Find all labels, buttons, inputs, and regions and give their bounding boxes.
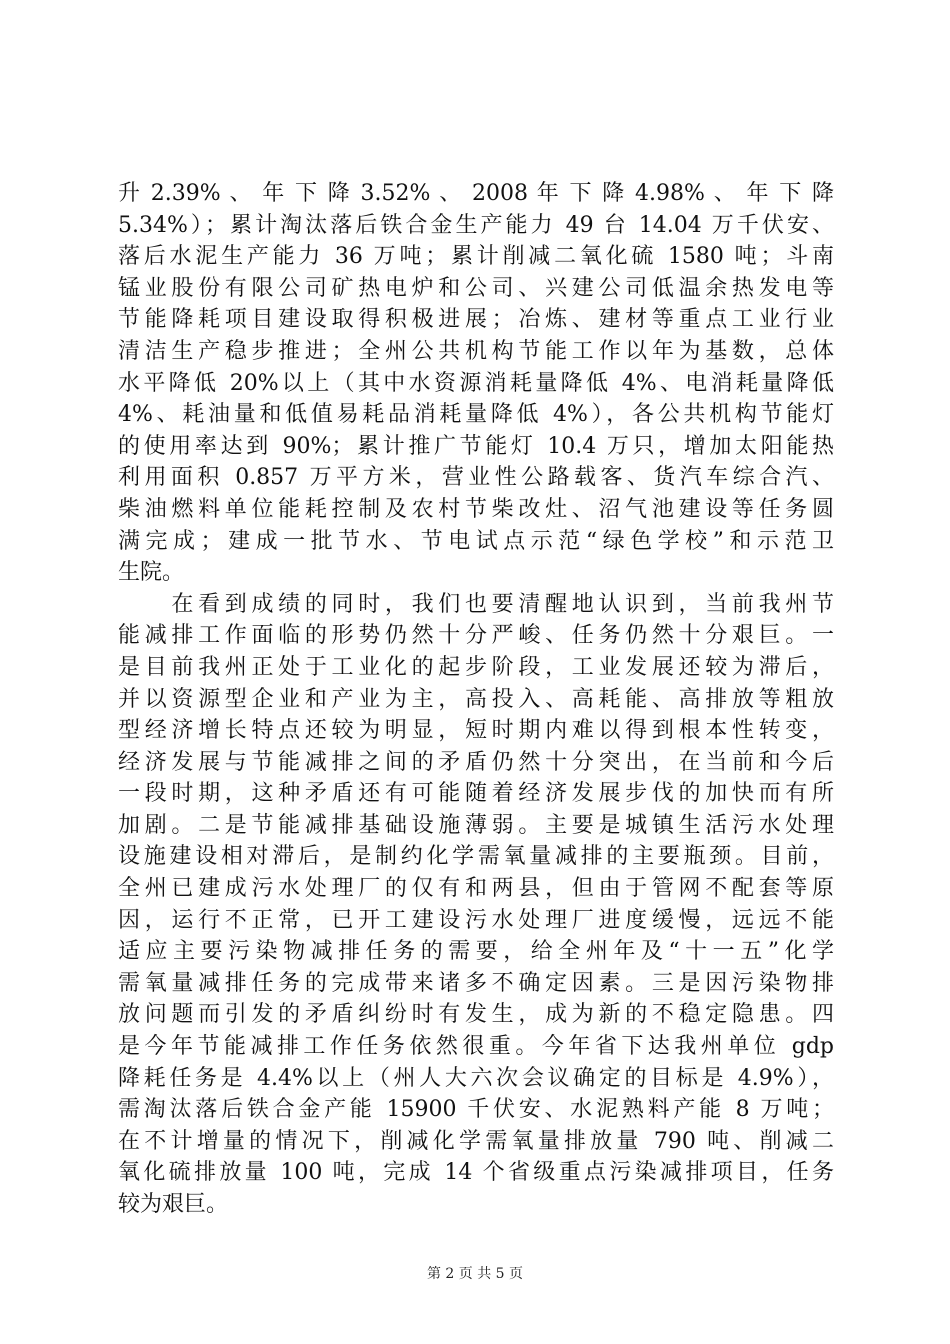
text-line: 需氧量减排任务的完成带来诸多不确定因素。三是因污染物排 [118,970,834,996]
text-line: 清洁生产稳步推进；全州公共机构节能工作以年为基数，总体 [118,338,834,364]
text-line: 因，运行不正常，已开工建设污水处理厂进度缓慢，远远不能 [118,907,834,933]
text-line: 全州已建成污水处理厂的仅有和两县，但由于管网不配套等原 [118,876,834,902]
text-line: 水平降低 20%以上（其中水资源消耗量降低 4%、电消耗量降低 [118,370,834,396]
text-line: 节能降耗项目建设取得积极进展；冶炼、建材等重点工业行业 [118,307,834,333]
text-line: 在看到成绩的同时，我们也要清醒地认识到，当前我州节 [118,591,834,617]
text-line: 的使用率达到 90%；累计推广节能灯 10.4 万只，增加太阳能热 [118,433,834,459]
text-line: 利用面积 0.857 万平方米，营业性公路载客、货汽车综合汽、 [118,465,834,491]
text-line: 在不计增量的情况下，削减化学需氧量排放量 790 吨、削减二 [118,1128,834,1154]
text-line: 经济发展与节能减排之间的矛盾仍然十分突出，在当前和今后 [118,749,834,775]
page-footer: 第 2 页 共 5 页 [426,1266,524,1282]
text-line: 适应主要污染物减排任务的需要，给全州年及“十一五”化学 [118,939,834,965]
text-line: 是今年节能减排工作任务依然很重。今年省下达我州单位 gdp [118,1034,834,1060]
text-line: 是目前我州正处于工业化的起步阶段，工业发展还较为滞后， [118,654,834,680]
text-line: 降耗任务是 4.4%以上（州人大六次会议确定的目标是 4.9%）， [118,1065,834,1091]
text-line: 生院。 [118,560,185,586]
text-line: 氧化硫排放量 100 吨，完成 14 个省级重点污染减排项目，任务 [118,1160,834,1186]
text-line: 锰业股份有限公司矿热电炉和公司、兴建公司低温余热发电等 [118,275,834,301]
text-line: 满完成；建成一批节水、节电试点示范“绿色学校”和示范卫 [118,528,834,554]
text-line: 柴油燃料单位能耗控制及农村节柴改灶、沼气池建设等任务圆 [118,496,834,522]
text-line: 型经济增长特点还较为明显，短时期内难以得到根本性转变， [118,718,834,744]
text-line: 设施建设相对滞后，是制约化学需氧量减排的主要瓶颈。目前， [118,844,834,870]
text-line: 一段时期，这种矛盾还有可能随着经济发展步伐的加快而有所 [118,781,834,807]
body-text [118,178,834,1221]
text-line: 并以资源型企业和产业为主，高投入、高耗能、高排放等粗放 [118,686,834,712]
text-line: 4%、耗油量和低值易耗品消耗量降低 4%），各公共机构节能灯 [118,402,834,428]
text-line: 5.34%）；累计淘汰落后铁合金生产能力 49 台 14.04 万千伏安、 [118,212,834,238]
text-line: 能减排工作面临的形势仍然十分严峻、任务仍然十分艰巨。一 [118,623,834,649]
text-line: 升 2.39% 、 年 下 降 3.52% 、 2008 年 下 降 4.98% 、 年 下 降 [118,181,834,206]
text-line: 放问题而引发的矛盾纠纷时有发生，成为新的不稳定隐患。四 [118,1002,834,1028]
text-line: 需淘汰落后铁合金产能 15900 千伏安、水泥熟料产能 8 万吨； [118,1097,834,1123]
text-line: 较为艰巨。 [118,1192,229,1217]
text-line: 落后水泥生产能力 36 万吨；累计削减二氧化硫 1580 吨；斗南 [118,244,834,270]
text-line: 加剧。二是节能减排基础设施薄弱。主要是城镇生活污水处理 [118,812,834,838]
